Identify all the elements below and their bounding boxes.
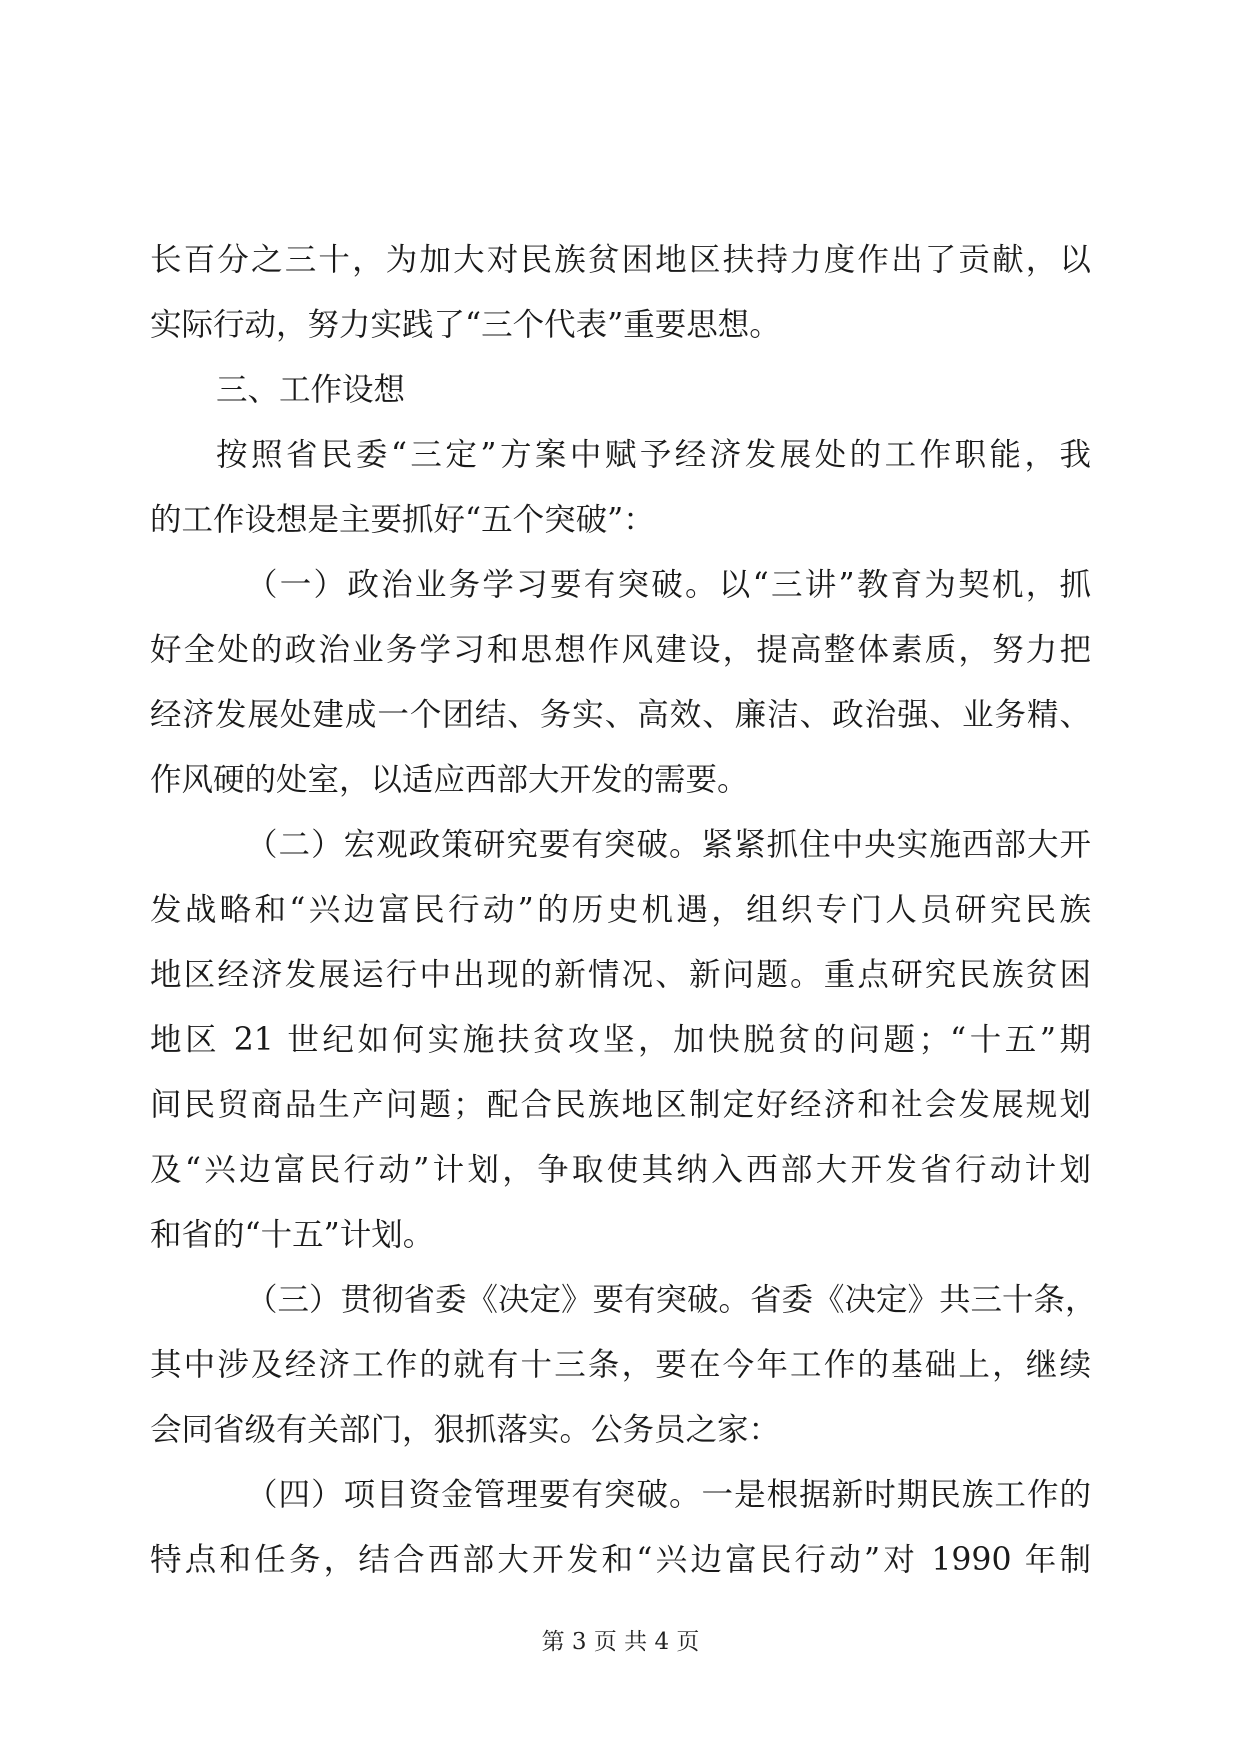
text-line: 的工作设想是主要抓好“五个突破”： [150, 502, 655, 538]
text-line: 好全处的政治业务学习和思想作风建设，提高整体素质，努力把 [150, 632, 1091, 668]
text-line: （一）政治业务学习要有突破。以“三讲”教育为契机，抓 [246, 567, 1091, 603]
page-number: 第 3 页 共 4 页 [541, 1629, 700, 1655]
text-line: 经济发展处建成一个团结、务实、高效、廉洁、政治强、业务精、 [150, 697, 1091, 733]
section-heading: 三、工作设想 [216, 372, 406, 408]
text-line: 会同省级有关部门，狠抓落实。公务员之家： [150, 1412, 781, 1448]
text-line: （四）项目资金管理要有突破。一是根据新时期民族工作的 [246, 1477, 1091, 1513]
text-line: 地区 21 世纪如何实施扶贫攻坚，加快脱贫的问题；“十五”期 [150, 1022, 1091, 1058]
text-line: 作风硬的处室，以适应西部大开发的需要。 [150, 762, 749, 798]
text-line: 发战略和“兴边富民行动”的历史机遇，组织专门人员研究民族 [150, 892, 1091, 928]
text-line: 地区经济发展运行中出现的新情况、新问题。重点研究民族贫困 [150, 957, 1091, 993]
text-line: 间民贸商品生产问题；配合民族地区制定好经济和社会发展规划 [150, 1087, 1091, 1123]
text-line: 及“兴边富民行动”计划，争取使其纳入西部大开发省行动计划 [150, 1152, 1091, 1188]
page-footer [0, 1627, 1241, 1657]
document-body [150, 228, 1097, 1593]
text-line: 特点和任务，结合西部大开发和“兴边富民行动”对 1990 年制 [150, 1542, 1091, 1578]
text-line: 实际行动，努力实践了“三个代表”重要思想。 [150, 307, 781, 343]
text-line: （二）宏观政策研究要有突破。紧紧抓住中央实施西部大开 [246, 827, 1091, 863]
text-line: （三）贯彻省委《决定》要有突破。省委《决定》共三十条， [246, 1282, 1097, 1318]
text-line: 其中涉及经济工作的就有十三条，要在今年工作的基础上，继续 [150, 1347, 1091, 1383]
text-line: 按照省民委“三定”方案中赋予经济发展处的工作职能，我 [216, 437, 1091, 473]
text-line: 长百分之三十，为加大对民族贫困地区扶持力度作出了贡献，以 [150, 242, 1091, 278]
text-line: 和省的“十五”计划。 [150, 1217, 435, 1253]
